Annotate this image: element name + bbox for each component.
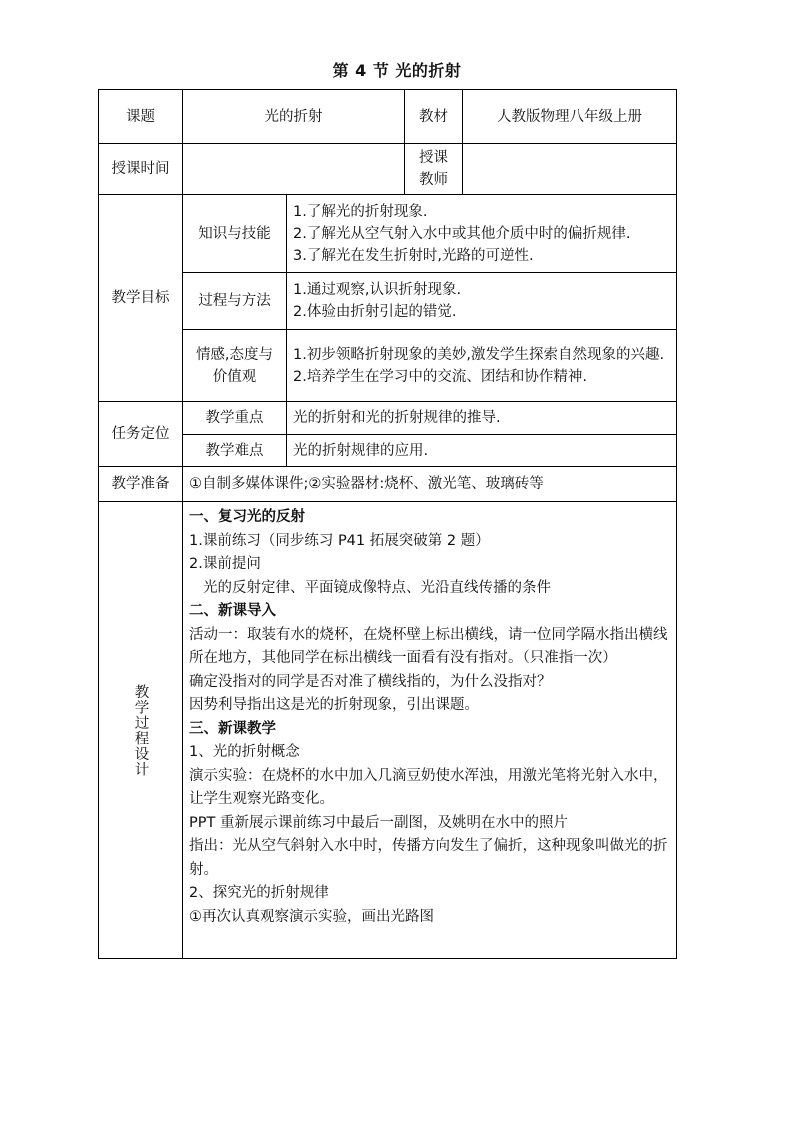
textbook-value: 人教版物理八年级上册 bbox=[463, 90, 677, 144]
difficulty-label: 教学难点 bbox=[183, 435, 287, 467]
time-label: 授课时间 bbox=[99, 144, 183, 195]
list-item: 1.初步领略折射现象的美妙,激发学生探索自然现象的兴趣. bbox=[293, 346, 665, 363]
list-item: 2.培养学生在学习中的交流、团结和协作精神. bbox=[293, 368, 587, 385]
table-row bbox=[99, 435, 677, 467]
table-row bbox=[99, 330, 677, 402]
list-item: 光的反射定律、平面镜成像特点、光沿直线传播的条件 bbox=[203, 579, 551, 596]
key-point-label: 教学重点 bbox=[183, 402, 287, 435]
table-row bbox=[99, 144, 677, 195]
process-content bbox=[287, 273, 677, 330]
list-item: 2.课前提问 bbox=[189, 556, 261, 572]
list-item: 1.了解光的折射现象. bbox=[293, 203, 428, 220]
design-label-cell bbox=[99, 502, 183, 959]
list-item: 2.了解光从空气射入水中或其他介质中时的偏折规律. bbox=[293, 225, 631, 242]
teacher-label: 授课教师 bbox=[405, 144, 463, 195]
subject-value: 光的折射 bbox=[183, 90, 405, 144]
process-label: 过程与方法 bbox=[183, 273, 287, 330]
lesson-plan-table bbox=[98, 89, 677, 959]
knowledge-content bbox=[287, 195, 677, 273]
paragraph: 确定没指对的同学是否对准了横线指的，为什么没指对？ bbox=[189, 673, 552, 690]
paragraph: 因势利导指出这是光的折射现象，引出课题。 bbox=[189, 697, 479, 713]
list-item: 2、探究光的折射规律 bbox=[189, 885, 329, 901]
task-label: 任务定位 bbox=[99, 402, 183, 467]
paragraph: 活动一：取装有水的烧杯，在烧杯壁上标出横线，请一位同学隔水指出横线所在地方，其他同学在标出横线一面看有没有指对。（只准指一次） bbox=[189, 626, 668, 666]
list-item: 1.课前练习（同步练习 P41 拓展突破第 2 题） bbox=[189, 532, 490, 549]
table-row bbox=[99, 273, 677, 330]
paragraph: PPT 重新展示课前练习中最后一副图，及姚明在水中的照片 bbox=[189, 814, 568, 831]
design-label: 教学过程设计 bbox=[132, 683, 149, 777]
paragraph: 演示实验：在烧杯的水中加入几滴豆奶使水浑浊，用激光笔将光射入水中，让学生观察光路变化。 bbox=[189, 767, 668, 807]
subject-label: 课题 bbox=[99, 90, 183, 144]
textbook-label: 教材 bbox=[405, 90, 463, 144]
list-item: 3.了解光在发生折射时,光路的可逆性. bbox=[293, 247, 534, 264]
design-content bbox=[183, 502, 677, 959]
difficulty-value: 光的折射规律的应用. bbox=[287, 435, 677, 467]
time-value bbox=[183, 144, 405, 195]
goals-label: 教学目标 bbox=[99, 195, 183, 402]
table-row bbox=[99, 502, 677, 959]
teacher-value bbox=[463, 144, 677, 195]
list-item: 1.通过观察,认识折射现象. bbox=[293, 282, 462, 298]
prep-label: 教学准备 bbox=[99, 467, 183, 502]
table-row bbox=[99, 195, 677, 273]
key-point-value: 光的折射和光的折射规律的推导. bbox=[287, 402, 677, 435]
list-item: ①再次认真观察演示实验，画出光路图 bbox=[189, 908, 434, 925]
list-item: 1、光的折射概念 bbox=[189, 744, 300, 760]
table-row bbox=[99, 402, 677, 435]
paragraph: 指出：光从空气斜射入水中时，传播方向发生了偏折，这种现象叫做光的折射。 bbox=[189, 838, 668, 878]
list-item: 2.体验由折射引起的错觉. bbox=[293, 304, 457, 320]
section-heading: 三、新课教学 bbox=[189, 720, 276, 737]
section-heading: 二、新课导入 bbox=[189, 603, 276, 619]
table-row bbox=[99, 90, 677, 144]
emotion-label: 情感,态度与价值观 bbox=[183, 330, 287, 402]
table-row bbox=[99, 467, 677, 502]
section-heading: 一、复习光的反射 bbox=[189, 509, 305, 525]
emotion-content bbox=[287, 330, 677, 402]
knowledge-label: 知识与技能 bbox=[183, 195, 287, 273]
prep-value: ①自制多媒体课件;②实验器材:烧杯、激光笔、玻璃砖等 bbox=[183, 467, 677, 502]
page-title: 第 4 节 光的折射 bbox=[332, 61, 462, 80]
